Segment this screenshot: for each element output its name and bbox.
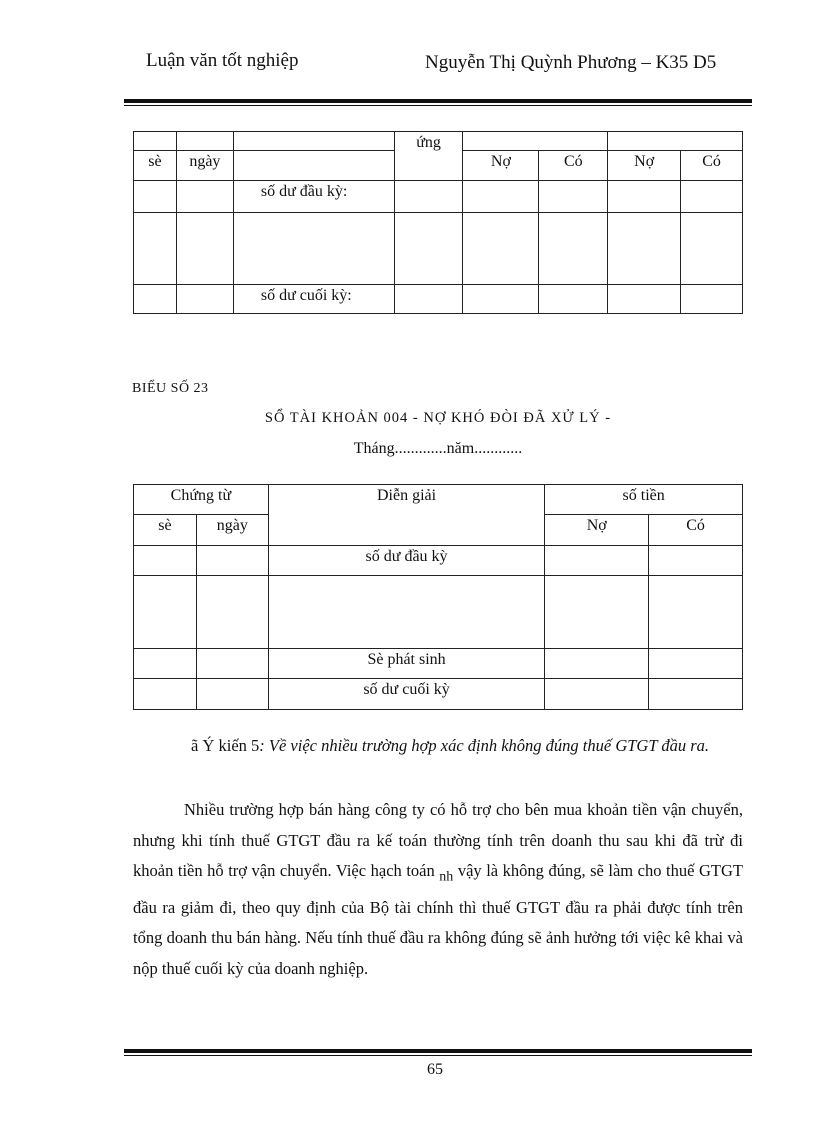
col-se: sè — [134, 151, 177, 181]
paragraph-part-2: vậy là không đúng, sẽ làm cho thuế GTGT đầu ra giảm đi, theo quy định của Bộ tài chính thì thuế GTGT đầu ra phải được tính trên tổng doanh thu bán hàng. Nếu tính thuế đầu ra không đúng sẽ ảnh hưởng tới việc kê khai và nộp thuế cuối kỳ của doanh nghiệp. — [133, 861, 743, 978]
bad-debt-ledger-table — [133, 484, 743, 710]
opinion-text: : Về việc nhiều trường hợp xác định không đúng thuế GTGT đầu ra. — [259, 736, 710, 755]
ledger-title: SỔ TÀI KHOẢN 004 - NỢ KHÓ ĐÒI ĐÃ XỬ LÝ - — [264, 410, 612, 426]
form-label: BIỂU SỐ 23 — [132, 381, 209, 396]
row-closing-balance: số dư cuối kỳ: — [233, 285, 394, 314]
partial-header: ứng — [394, 132, 463, 181]
header-right: Nguyễn Thị Quỳnh Phương – K35 D5 — [425, 52, 717, 73]
month-year-line: Tháng.............năm............ — [353, 440, 523, 457]
col-co: Có — [649, 515, 743, 546]
bullet-glyph: ã — [191, 736, 199, 755]
opinion-heading — [133, 731, 743, 762]
col-se: sè — [134, 515, 197, 546]
page-number: 65 — [427, 1061, 443, 1078]
col-dien-giai: Diễn giải — [268, 485, 545, 546]
paragraph-subscript: nh — [439, 869, 454, 885]
col-so-tien: số tiền — [545, 485, 743, 515]
col-no-1: Nợ — [463, 151, 539, 181]
col-ngay: ngày — [176, 151, 233, 181]
col-no: Nợ — [545, 515, 649, 546]
footer-rule — [124, 1049, 752, 1056]
body-paragraph — [133, 795, 743, 984]
row-opening-balance: số dư đầu kỳ: — [233, 181, 394, 213]
col-ngay: ngày — [196, 515, 268, 546]
col-co-2: Có — [681, 151, 743, 181]
header-left: Luận văn tốt nghiệp — [146, 50, 299, 71]
ledger-table-continued — [133, 131, 743, 314]
col-chung-tu: Chứng từ — [134, 485, 269, 515]
row-closing-balance: số dư cuối kỳ — [268, 679, 545, 710]
header-rule — [124, 99, 752, 106]
row-arising: Sè phát sinh — [268, 649, 545, 679]
row-opening-balance: số dư đầu kỳ — [268, 546, 545, 576]
col-no-2: Nợ — [608, 151, 681, 181]
col-co-1: Có — [539, 151, 608, 181]
opinion-label: Ý kiến 5 — [202, 736, 260, 755]
paragraph-part-1: Nhiều trường hợp bán hàng công ty có hỗ trợ cho bên mua khoản tiền vận chuyển, nhưng khi tính thuế GTGT đầu ra kế toán thường tính trên doanh thu sau khi đã trừ đi khoản tiền hỗ trợ vận chuyển. Việc hạch toán — [133, 800, 743, 880]
